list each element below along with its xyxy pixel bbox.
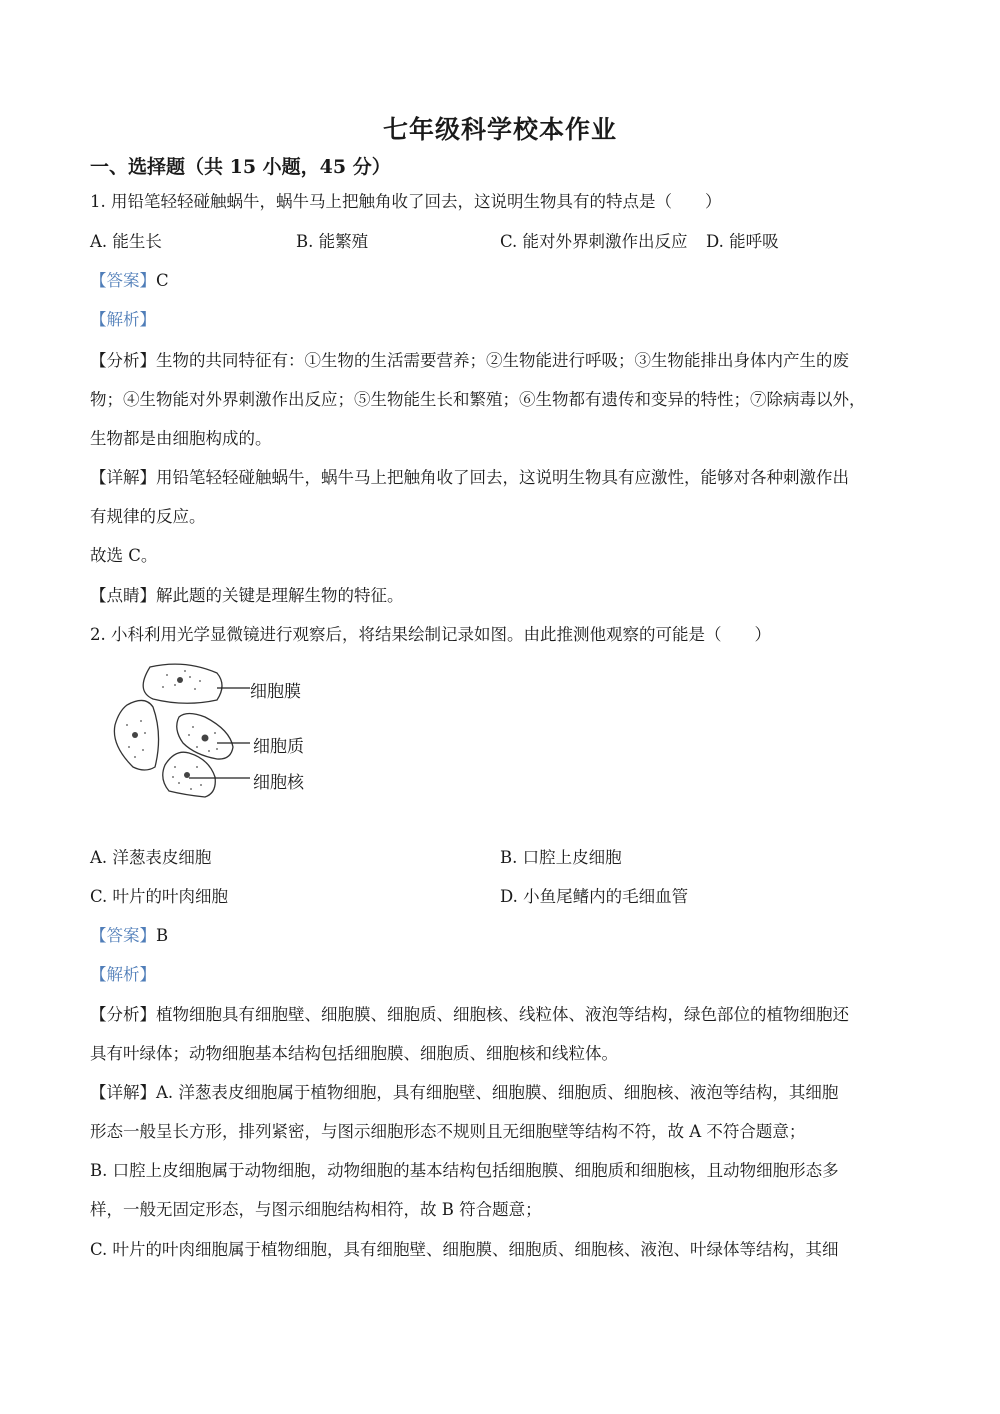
q1-fenxi-line: 物；④生物能对外界刺激作出反应；⑤生物能生长和繁殖；⑥生物都有遗传和变异的特性；⑦除病毒以外， — [90, 390, 866, 409]
q2-option-b: B. 口腔上皮细胞 — [500, 848, 622, 867]
page-title: 七年级科学校本作业 — [382, 115, 617, 144]
cell-diagram — [105, 655, 325, 835]
q2-answer — [90, 925, 168, 947]
q1-dianjing: 【点睛】解此题的关键是理解生物的特征。 — [90, 586, 404, 605]
q1-option-d: D. 能呼吸 — [706, 232, 779, 251]
question-2-stem: 2. 小科利用光学显微镜进行观察后，将结果绘制记录如图。由此推测他观察的可能是（ ） — [90, 625, 771, 644]
q1-fenxi-line: 生物都是由细胞构成的。 — [90, 429, 272, 448]
q1-answer — [90, 270, 169, 292]
answer-value: B — [156, 926, 169, 945]
q2-xiangjie-line: B. 口腔上皮细胞属于动物细胞，动物细胞的基本结构包括细胞膜、细胞质和细胞核，且动物细胞形态多 — [90, 1161, 839, 1180]
section-heading: 一、选择题（共 15 小题，45 分） — [90, 156, 391, 178]
q1-analysis-label: 【解析】 — [90, 310, 156, 329]
q1-conclusion: 故选 C。 — [90, 546, 158, 565]
q2-xiangjie-line: 【详解】A. 洋葱表皮细胞属于植物细胞，具有细胞壁、细胞膜、细胞质、细胞核、液泡等结构，其细胞 — [90, 1083, 839, 1102]
label-nucleus: 细胞核 — [253, 773, 304, 793]
q2-analysis-label: 【解析】 — [90, 965, 156, 984]
q2-option-a: A. 洋葱表皮细胞 — [90, 848, 212, 867]
q1-xiangjie-line: 【详解】用铅笔轻轻碰触蜗牛，蜗牛马上把触角收了回去，这说明生物具有应激性，能够对各种刺激作出 — [90, 468, 849, 487]
q2-fenxi-line: 【分析】植物细胞具有细胞壁、细胞膜、细胞质、细胞核、线粒体、液泡等结构，绿色部位的植物细胞还 — [90, 1005, 849, 1024]
q2-xiangjie-line: 样，一般无固定形态，与图示细胞结构相符，故 B 符合题意； — [90, 1200, 542, 1219]
q2-option-d: D. 小鱼尾鳍内的毛细血管 — [500, 887, 689, 906]
label-cytoplasm: 细胞质 — [253, 737, 304, 757]
q2-fenxi-line: 具有叶绿体；动物细胞基本结构包括细胞膜、细胞质、细胞核和线粒体。 — [90, 1044, 618, 1063]
question-1-stem: 1. 用铅笔轻轻碰触蜗牛，蜗牛马上把触角收了回去，这说明生物具有的特点是（ ） — [90, 192, 722, 211]
q2-xiangjie-line: C. 叶片的叶肉细胞属于植物细胞，具有细胞壁、细胞膜、细胞质、细胞核、液泡、叶绿体等结构，其细 — [90, 1240, 839, 1259]
q2-option-c: C. 叶片的叶肉细胞 — [90, 887, 229, 906]
q1-option-c: C. 能对外界刺激作出反应 — [500, 232, 688, 251]
q1-fenxi-line: 【分析】生物的共同特征有：①生物的生活需要营养；②生物能进行呼吸；③生物能排出身体内产生的废 — [90, 351, 849, 370]
answer-label: 【答案】 — [90, 271, 156, 290]
q2-xiangjie-line: 形态一般呈长方形，排列紧密，与图示细胞形态不规则且无细胞壁等结构不符，故 A 不符合题意； — [90, 1122, 806, 1141]
q1-option-b: B. 能繁殖 — [296, 232, 369, 251]
answer-label: 【答案】 — [90, 926, 156, 945]
label-cell-membrane: 细胞膜 — [250, 682, 301, 702]
q1-option-a: A. 能生长 — [90, 232, 162, 251]
q1-xiangjie-line: 有规律的反应。 — [90, 507, 206, 526]
answer-value: C — [156, 271, 169, 290]
